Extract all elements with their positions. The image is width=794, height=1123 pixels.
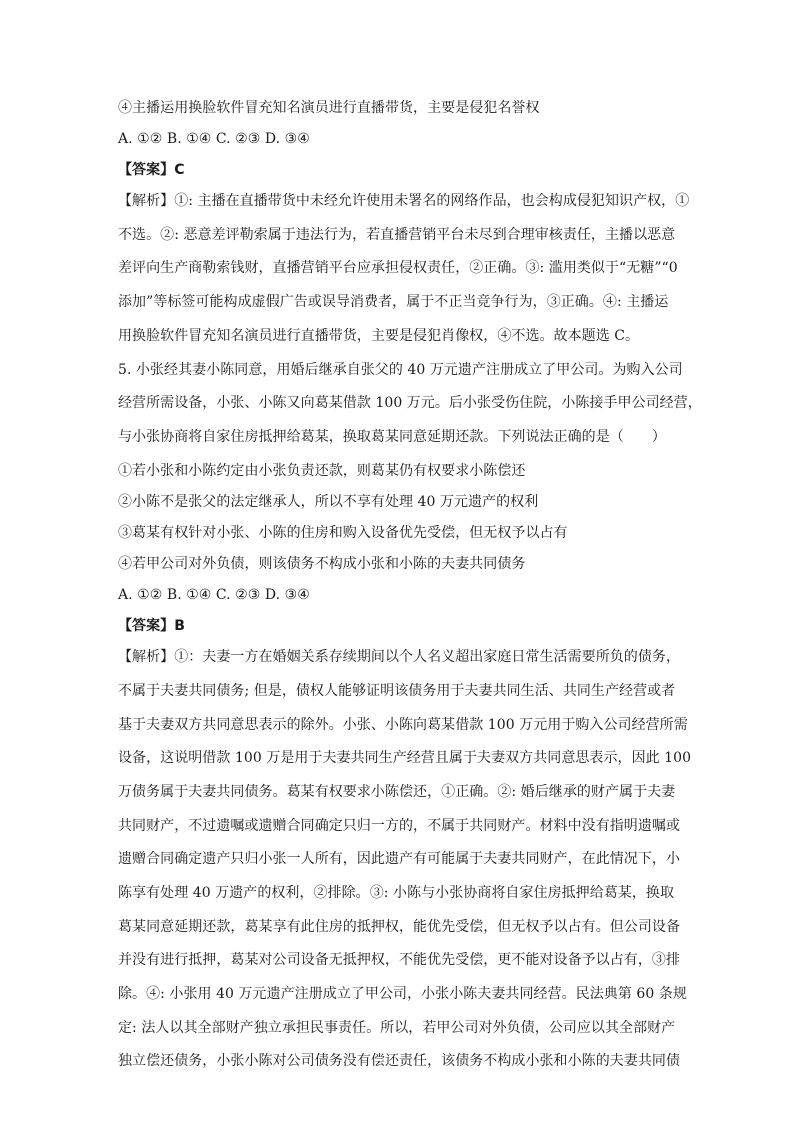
answer-label: 【答案】B	[118, 618, 185, 635]
question-stem: 5. 小张经其妻小陈同意，用婚后继承自张父的 40 万元遗产注册成立了甲公司。为购入公司	[118, 361, 683, 378]
analysis-line: 基于夫妻双方共同意思表示的除外。小张、小陈向葛某借款 100 万元用于购入公司经营所需	[118, 716, 688, 733]
analysis-line: 不属于夫妻共同债务; 但是，债权人能够证明该债务用于夫妻共同生活、共同生产经营或者	[118, 682, 676, 699]
analysis-line: 遗赠合同确定遗产只归小张一人所有，因此遗产有可能属于夫妻共同财产，在此情况下，小	[118, 851, 680, 868]
analysis-line: 独立偿还债务，小张小陈对公司债务没有偿还责任，该债务不构成小张和小陈的夫妻共同债	[118, 1053, 680, 1070]
analysis-line: 【解析】①：夫妻一方在婚姻关系存续期间以个人名义超出家庭日常生活需要所负的债务，	[118, 649, 680, 666]
analysis-line: 不选。②: 恶意差评勒索属于违法行为，若直播营销平台未尽到合理审核责任，主播以恶意	[118, 226, 676, 243]
option-4: ④若甲公司对外负债，则该债务不构成小张和小陈的夫妻共同债务	[118, 556, 526, 573]
analysis-line: 设备，这说明借款 100 万是用于夫妻共同生产经营且属于夫妻双方共同意思表示，因此 100	[118, 750, 692, 767]
question-stem: 与小张协商将自家住房抵押给葛某，换取葛某同意延期还款。下列说法正确的是（ ）	[118, 429, 666, 446]
analysis-line: 定: 法人以其全部财产独立承担民事责任。所以，若甲公司对外负债，公司应以其全部财产	[118, 1019, 676, 1036]
analysis-line: 葛某同意延期还款，葛某享有此住房的抵押权，能优先受偿，但无权予以占有。但公司设备	[118, 918, 680, 935]
analysis-line: 并没有进行抵押，葛某对公司设备无抵押权，不能优先受偿，更不能对设备予以占有，③排	[118, 952, 680, 969]
analysis-line: 用换脸软件冒充知名演员进行直播带货，主要是侵犯肖像权，④不选。故本题选 C。	[118, 327, 640, 344]
analysis-line: 万债务属于夫妻共同债务。葛某有权要求小陈偿还，①正确。②: 婚后继承的财产属于夫妻	[118, 783, 676, 800]
answer-choices: A. ①② B. ①④ C. ②③ D. ③④	[118, 587, 310, 604]
analysis-line: 除。④: 小张用 40 万元遗产注册成立了甲公司，小张小陈夫妻共同经营。民法典第 60 条规	[118, 986, 687, 1002]
analysis-line: 共同财产，不过遗嘱或遗赠合同确定只归一方的，不属于共同财产。材料中没有指明遗嘱或	[118, 817, 680, 834]
analysis-line: 差评向生产商勒索钱财，直播营销平台应承担侵权责任，②正确。③: 滥用类似于“无糖”“0	[118, 260, 678, 277]
analysis-line: 【解析】①: 主播在直播带货中未经允许使用未署名的网络作品，也会构成侵犯知识产权，①	[118, 193, 690, 209]
option-1: ①若小张和小陈约定由小张负责还款，则葛某仍有权要求小陈偿还	[118, 463, 526, 480]
answer-label: 【答案】C	[118, 162, 185, 178]
document-page	[118, 98, 702, 1085]
option-3: ③葛某有权针对小张、小陈的住房和购入设备优先受偿，但无权予以占有	[118, 525, 568, 542]
option-4: ④主播运用换脸软件冒充知名演员进行直播带货，主要是侵犯名誉权	[118, 100, 540, 116]
analysis-line: 陈享有处理 40 万遗产的权利，②排除。③: 小陈与小张协商将自家住房抵押给葛某，换取	[118, 884, 675, 901]
answer-choices: A. ①② B. ①④ C. ②③ D. ③④	[118, 131, 310, 147]
analysis-line: 添加”等标签可能构成虚假广告或误导消费者，属于不正当竞争行为，③正确。④: 主播运	[118, 294, 669, 311]
option-2: ②小陈不是张父的法定继承人，所以不享有处理 40 万元遗产的权利	[118, 494, 539, 511]
question-stem: 经营所需设备，小张、小陈又向葛某借款 100 万元。后小张受伤住院，小陈接手甲公司经营，	[118, 395, 702, 412]
